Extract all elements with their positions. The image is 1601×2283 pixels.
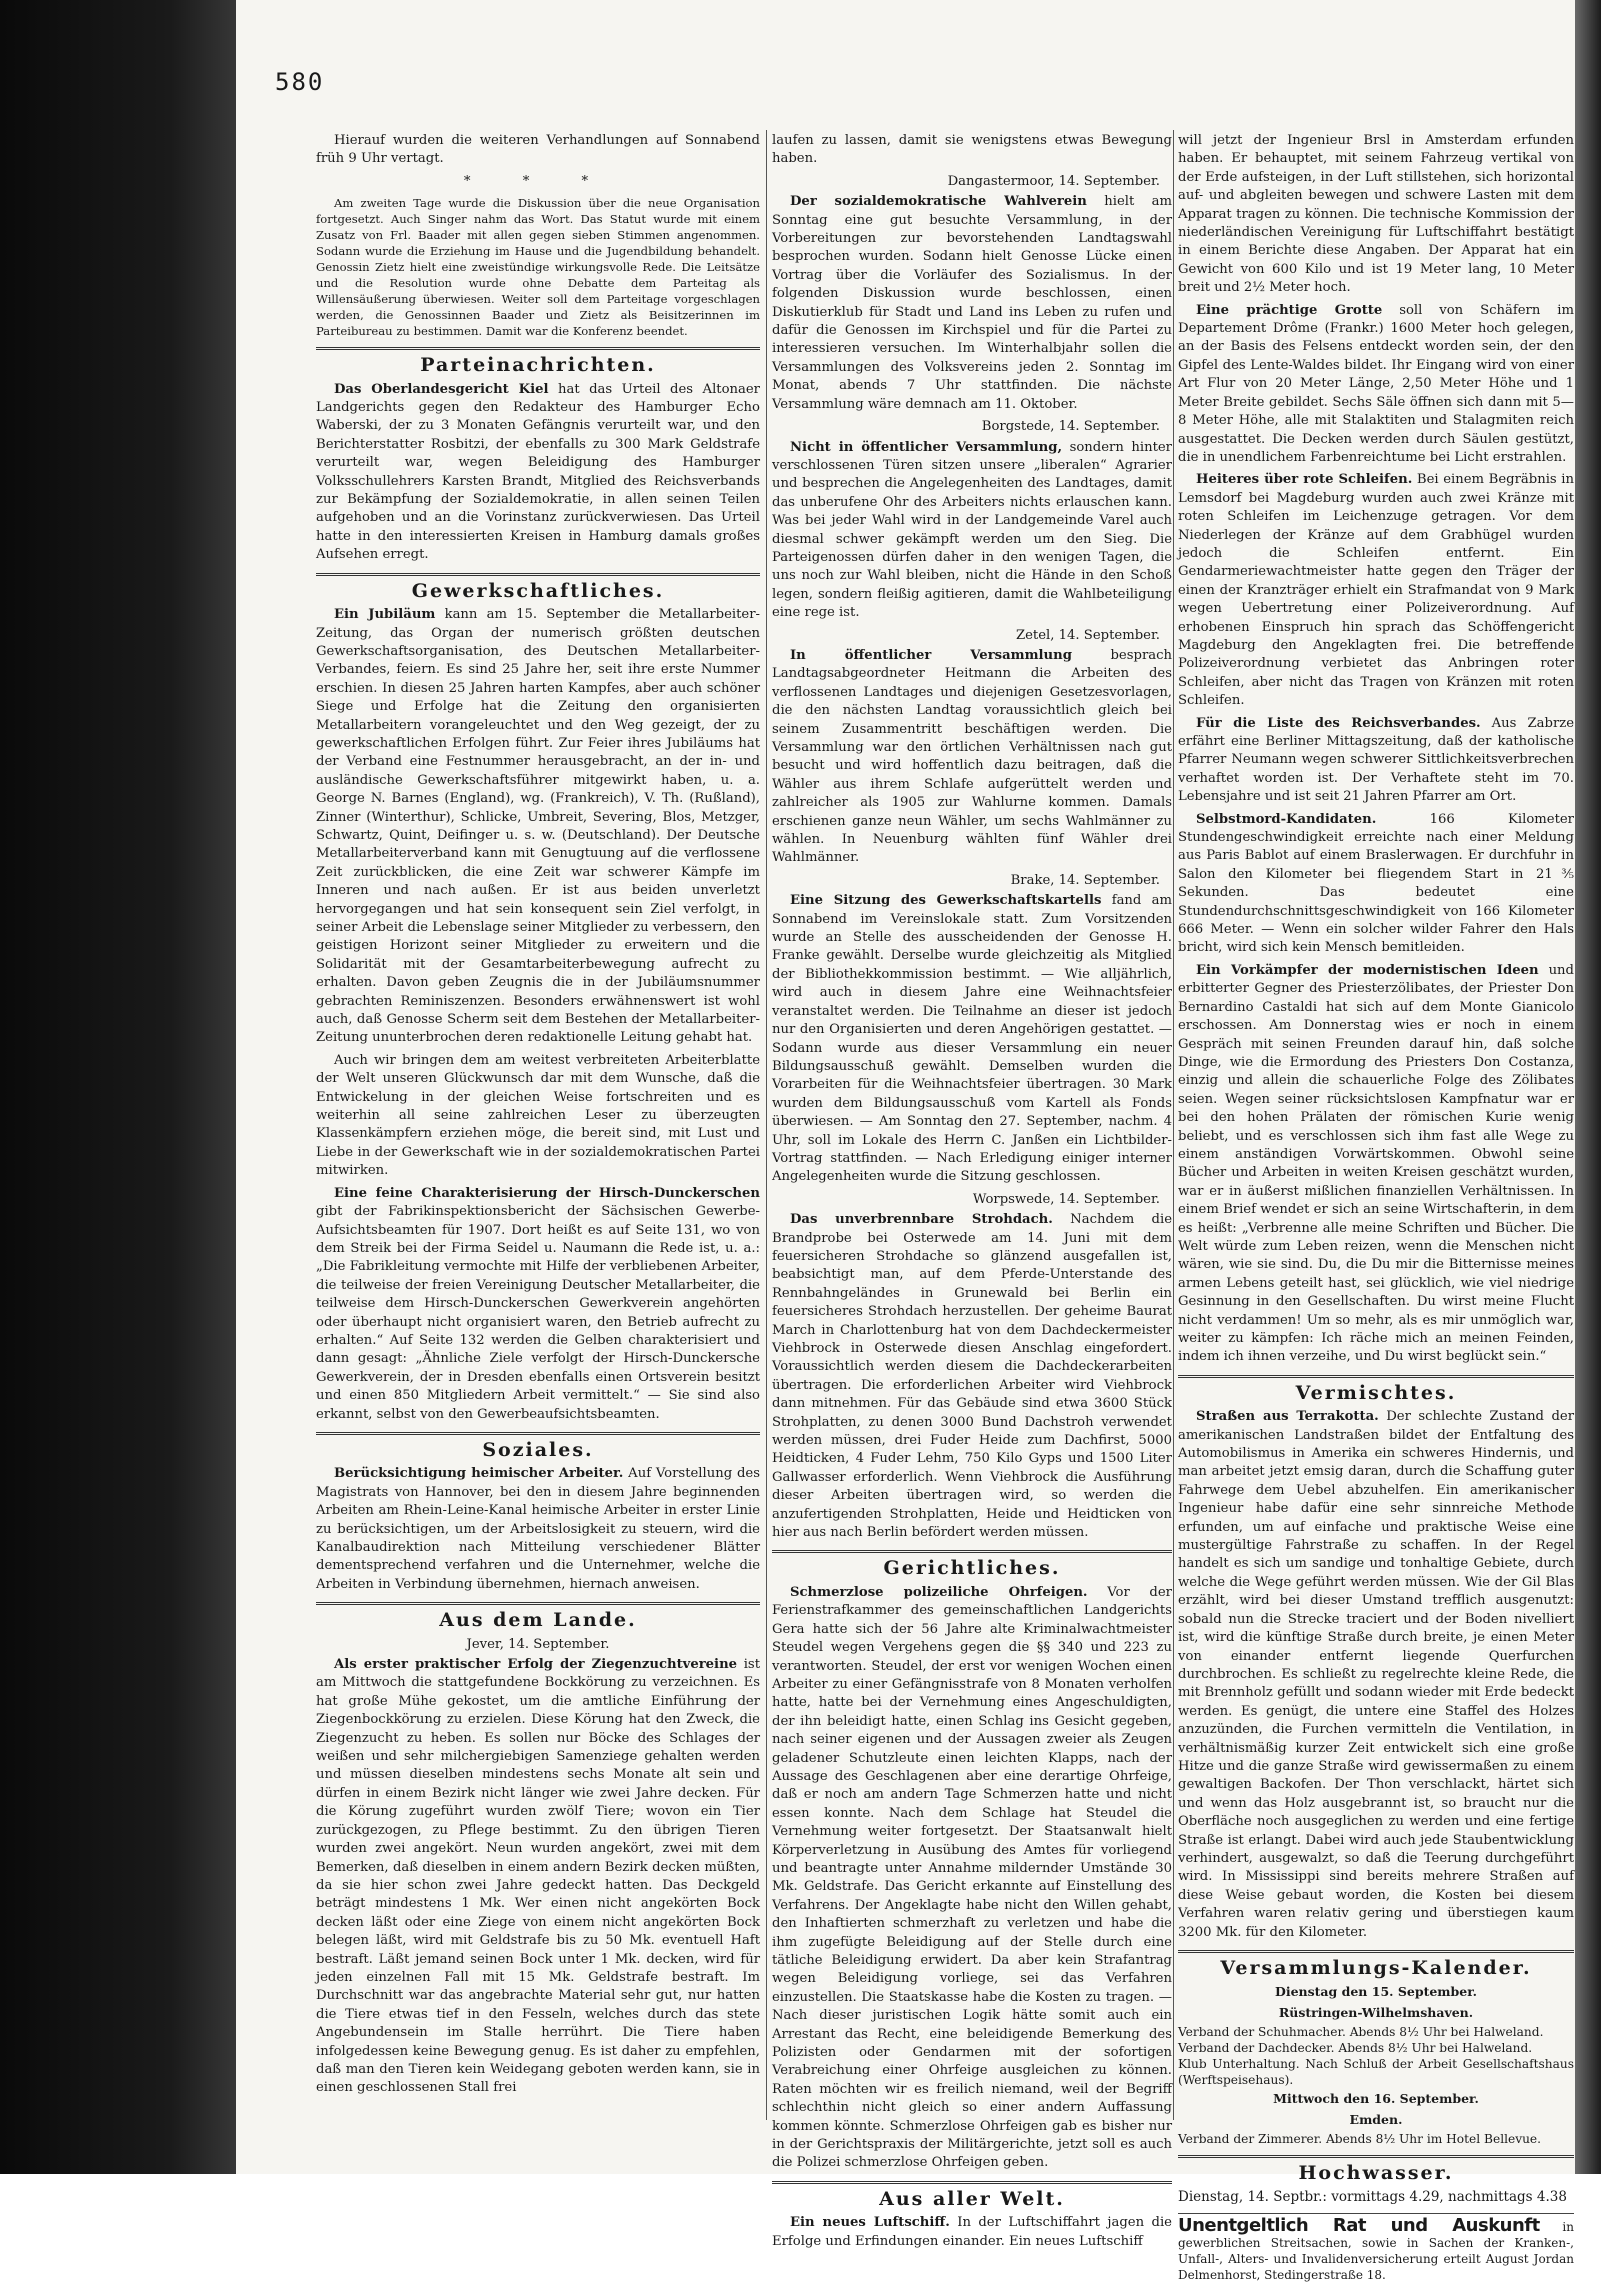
article-lead: Eine prächtige Grotte <box>1196 302 1383 318</box>
section-heading-world: Aus aller Welt. <box>879 2187 1065 2210</box>
section-heading-calendar: Versammlungs-Kalender. <box>1220 1957 1532 1979</box>
article-jubilee-cont: Auch wir bringen dem am weitest verbreiteten Arbeiterblatte der Welt unseren Glückwunsch dar mit dem Wunsche, daß die Entwickelung in der gleichen Weise fortschreiten und es weiterhin all seine zahlreichen Leser zu überzeugten Klassenkämpfern erziehen möge, die bereit sind, mit Lust und Liebe in der Gewerkschaft wie in der sozialdemokratischen Partei mitwirken. <box>316 1052 760 1179</box>
article-terrakotta <box>1178 1408 1574 1942</box>
ad-body: in gewerblichen Streitsachen, sowie in Sachen der Kranken-, Unfall-, Alters- und Invalidenversicherung erteilt August Jordan Delmenhorst, Stedingerstraße 18. <box>1178 2220 1574 2283</box>
article-body: Bei einem Begräbnis in Lemsdorf bei Magdeburg wurden auch zwei Kränze mit roten Schleifen im Leichenzuge getragen. Vor dem Niederlegen der Kränze auf dem Grabhügel wurden jedoch die Schleifen entfernt. Ein Gendarmeriewachtmeister hatte gegen den Träger der einen der Kranzträger erhielt ein Strafmandat von 9 Mark wegen Uebertretung einer Polizeiverordnung. Auf erhobenen Einspruch hin sprach das Schöffengericht Magdeburg den Angeklagten frei. Die betreffende Polizeiverordnung verbietet das Anbringen roter Schleifen, aber nicht das Tragen von Kränzen mit roten Schleifen. <box>1178 472 1574 709</box>
article-body: 166 Kilometer Stundengeschwindigkeit erreichte nach einer Meldung aus Paris Bablot auf einem Braslerwagen. Er durchfuhr in Salon den Kilometer bei fliegendem Start in 21⅗ Sekunden. Das bedeutet eine Stundendurchschnittsgeschwindigkeit von 166 Kilometer 666 Meter. — Wenn ein solcher wilder Fahrer den Hals bricht, wird sich kein Mensch bemitleiden. <box>1178 811 1574 956</box>
advertisement <box>1178 2215 1574 2283</box>
article-body: besprach Landtagsabgeordneter Heitmann die Arbeiten des verflossenen Landtages und diejenigen Gesetzesvorlagen, die den nächsten Landtag voraussichtlich gleich bei seinem Zusammentritt beschäftigen werden. Die Versammlung war den örtlichen Verhältnissen nach gut besucht und wird hoffentlich dazu beitragen, daß die Wähler aus ihrem Schlafe aufgerüttelt werden und zahlreicher als 1905 zur Wahlurne kommen. Damals erschienen ganze neun Wähler, um sechs Wahlmänner zu wählen. In Neuenburg wählten fünf Wähler drei Wahlmänner. <box>772 647 1172 866</box>
dateline: Worpswede, 14. September. <box>972 1191 1160 1207</box>
article-body: In der Luftschiffahrt jagen die Erfolge und Erfindungen einander. Ein neues Luftschiff <box>772 2215 1172 2249</box>
section-heading-land: Aus dem Lande. <box>439 1609 637 1632</box>
article-lead: Eine Sitzung des Gewerkschaftskartells <box>790 893 1102 909</box>
scan-border-left <box>0 0 244 2174</box>
article-hirsch <box>316 1185 760 1424</box>
article-body: kann am 15. September die Metallarbeiter-Zeitung, das Organ der numerisch größten deutschen Gewerkschaftsorganisation, des Deutschen Metallarbeiter-Verbandes, feiern. Es sind 25 Jahre her, seit ihre erste Nummer erschien. In diesen 25 Jahren harten Kampfes, aber auch schöner Siege und Erfolge hat die Zeitung den organisierten Metallarbeitern vorangeleuchtet und den Weg gezeigt, der zu gewerkschaftlichen Erfolgen führt. Zur Feier ihres Jubiläums hat der Verband eine Festnummer herausgebracht, an der in- und ausländische Gewerkschaftsführer mitgewirkt haben, u. a. George N. Barnes (England), wg. (Frankreich), V. Th. (Rußland), Zinner (Winterthur), Schlicke, Umbreit, Severing, Blos, Metzger, Schwartz, Quint, Deifinger u. s. w. (Deutschland). Der Deutsche Metallarbeiterverband kann mit Genugtuung auf die verflossene Zeit zurückblicken, die eine Zeit war schwerer Kämpfe im Inneren und nach außen. Er ist aus beiden unverletzt hervorgegangen und hat sein konsequent sein Ziel verfolgt, in seiner Arbeit die Lebenslage seiner Mitglieder zu verbessern, den geistigen Horizont seiner Mitglieder zu erweitern und die Solidarität mit der Gesamtarbeiterbewegung aufrecht zu erhalten. Davon geben Zeugnis die in der Jubiläumsnummer gebrachten Reminiszenzen. Besonders erwähnenswert ist wohl auch, daß Genosse Scherm seit dem Bestehen der Metallarbeiter-Zeitung ununterbrochen deren redaktionelle Leitung gehabt hat. <box>316 607 760 1046</box>
divider <box>316 1432 760 1435</box>
article-lead: Heiteres über rote Schleifen. <box>1196 472 1413 488</box>
article-lead: Als erster praktischer Erfolg der Ziegenzuchtvereine <box>334 1657 738 1673</box>
article-body: gibt der Fabrikinspektionsbericht der Sächsischen Gewerbe-Aufsichtsbeamten für 1907. Dort heißt es auf Seite 131, wo von dem Streik bei der Firma Seidel u. Naumann die Rede ist, u. a.: „Die Fabrikleitung vermochte mit Hilfe der verbliebenen Arbeiter, die teilweise der freien Vereinigung Deutscher Metallarbeiter, die teilweise dem Hirsch-Dunckerschen Gewerkverein angehörten oder überhaupt nicht organisiert waren, den Betrieb aufrecht zu erhalten.“ Auf Seite 132 werden die Gelben charakterisiert und dann gesagt: „Ähnliche Ziele verfolgt der Hirsch-Dunckersche Gewerkverein, der in Dresden ebenfalls einen Ortsverein besitzt und einen 850 Mitgliedern Arbeit vermittelt.“ — Sie sind also erkannt, selbst von den Gewerbeaufsichtsbeamten. <box>316 1204 760 1422</box>
tide-afternoon: nachmittags 4.38 <box>1448 2189 1567 2206</box>
article-wahlverein <box>772 193 1172 414</box>
continued-text: laufen zu lassen, damit sie wenigstens etwas Bewegung haben. <box>772 133 1172 167</box>
article-court <box>772 1584 1172 2173</box>
divider <box>316 1602 760 1605</box>
dateline: Borgstede, 14. September. <box>981 419 1160 435</box>
article-lead: Das Oberlandesgericht Kiel <box>334 381 549 397</box>
intro-paragraph: Hierauf wurden die weiteren Verhandlungen auf Sonnabend früh 9 Uhr vertagt. <box>316 133 760 167</box>
article-lead: Nicht in öffentlicher Versammlung, <box>790 439 1063 455</box>
article-body: hielt am Sonntag eine gut besuchte Versammlung, in der Vorbereitungen zur bevorstehenden Landtagswahl besprochen wurden. Sodann hielt Genosse Lücke einen Vortrag über die Vorläufer des Sozialismus. In der folgenden Diskussion wurde beschlossen, einen Diskutierklub für Stadt und Land ins Leben zu rufen und dafür die Genossen im Kirchspiel und für die Partei zu interessieren versuchen. Im Winterhalbjahr sollen die Versammlungen des Volksvereins jeden 2. Sonntag im Monat, abends 7 Uhr stattfinden. Die nächste Versammlung wäre demnach am 11. Oktober. <box>772 194 1172 412</box>
section-heading-court: Gerichtliches. <box>883 1557 1061 1580</box>
article-body: Aus Zabrze erfährt eine Berliner Mittagszeitung, daß der katholische Pfarrer Neumann wegen schwerer Sittlichkeitsverbrechen verhaftet worden ist. Der Verhaftete steht im 70. Lebensjahre und ist seit 21 Jahren Pfarrer am Ort. <box>1178 715 1574 805</box>
article-jubilee <box>316 606 760 1048</box>
dateline: Jever, 14. September. <box>466 1636 610 1652</box>
divider <box>1178 1950 1574 1953</box>
article-vorkaempfer <box>1178 962 1574 1367</box>
article-airship <box>772 2214 1172 2251</box>
article-body: und erbitterter Gegner des Priesterzölibates, der Priester Don Bernardino Castaldi hat sich auf dem Monte Gianicolo erschossen. Am Donnerstag wies er noch in einem Gespräch mit seinen Freunden darauf hin, daß solche Dinge, wie die Ermordung des Priesters Don Costanza, einzig und allein die schauerliche Folge des Zölibates seien. Wegen seiner rücksichtslosen Kampfnatur war er bei den hohen Prälaten der römischen Kurie wenig beliebt, und es verschlossen sich ihm fast alle Wege zu einem anständigen Vorwärtskommen. Obwohl seine Bücher und Arbeiten in weiten Kreisen geschätzt wurden, war er in äußerst mißlichen finanziellen Verhältnissen. In einem Brief wendet er sich an seine Wirtschafterin, in dem es heißt: „Verbrenne alle meine Schriften und Bücher. Die Welt würde zum Leben reizen, wenn die Menschen nicht wären, wie sie sind. Du, die Du mir die Bitternisse meines armen Lebens geteilt hast, sei glücklich, wie viel niedrige Gesinnung in den Gesellschaften. Du wirst meine Flucht nicht verdammen! Um so mehr, als es mir unmöglich war, weiter zu kämpfen: Ich räche mich an meinen Feinden, indem ich ihnen verzeihe, und Du wirst beglückt sein.“ <box>1178 962 1574 1365</box>
calendar-entry: Klub Unterhaltung. Nach Schluß der Arbeit Gesellschaftshaus (Werftspeisehaus). <box>1178 2057 1574 2088</box>
article-lead: Der sozialdemokratische Wahlverein <box>790 194 1087 210</box>
tide-times <box>1178 2188 1574 2207</box>
calendar-entry: Verband der Zimmerer. Abends 8½ Uhr im Hotel Bellevue. <box>1178 2132 1542 2147</box>
ad-title: Unentgeltlich Rat und Auskunft <box>1178 2215 1540 2237</box>
column-right <box>1178 132 1575 2283</box>
dateline: Brake, 14. September. <box>1010 872 1160 888</box>
article-lead: Ein Jubiläum <box>334 607 436 623</box>
article-body: sondern hinter verschlossenen Türen sitzen unsere „liberalen“ Agrarier und besprechen die Angelegenheiten des Landtages, damit das unberufene Ohr des Arbeiters nichts erlauschen kann. Was bei jeder Wahl wird in der Landgemeinde Varel auch diesmal schwer gekämpft werden um den Sieg. Die Parteigenossen dürfen daher in den wenigen Tagen, die uns noch zur Wahl bleiben, nicht die Hände in den Schoß legen, sondern fleißig agitieren, damit die Wahlbeteiligung eine rege ist. <box>772 439 1172 621</box>
scan-border-right <box>1575 0 1601 2174</box>
article-body: Vor der Ferienstrafkammer des gemeinschaftlichen Landgerichts Gera hatte sich der 56 Jahre alte Kriminalwachtmeister Steudel wegen Vergehens gegen die §§ 340 und 223 zu verantworten. Steudel, der erst vor wenigen Wochen einen Arbeiter zu einer Gefängnisstrafe von 8 Monaten verholfen hatte, hatte bei der Vernehmung eines Angeschuldigten, der ihn beleidigt hatte, einen Schlag ins Gesicht gegeben, nach seiner eigenen und der Aussagen zweier als Zeugen geladener Schutzleute einen leichten Klapps, nach der Aussage des Geschlagenen aber eine derartige Ohrfeige, daß er noch am andern Tage Schmerzen hatte und nicht essen konnte. Nach dem Schlage hat Steudel die Vernehmung weiter fortgesetzt. Der Staatsanwalt hielt Körperverletzung in Ausübung des Amtes für vorliegend und beantragte unter Annahme mildernder Umstände 30 Mk. Geldstrafe. Das Gericht erkannte auf Einstellung des Verfahrens. Der Angeklagte habe nicht den Willen gehabt, den Inhaftierten schmerzhaft zu verletzen und habe die ihm zugefügte Beleidigung auf der Stelle durch eine tätliche Beleidigung erwidert. Da aber kein Strafantrag wegen Beleidigung vorliege, sei das Verfahren einzustellen. Die Staatskasse habe die Kosten zu tragen. — Nach dieser juristischen Logik hätte somit auch ein Arrestant das Recht, eine beleidigende Bemerkung des Polizisten oder Gendarmen mit der sofortigen Verabreichung einer Ohrfeige ausgleichen zu können. Raten möchten wir es freilich niemand, weil der Begriff schlechthin nicht gleich so einer andern Auffassung kommen könnte. Schmerzlose Ohrfeigen gab es bisher nur in der Gerichtspraxis der Militärgerichte, jetzt soll es auch die Polizei schmerzlose Ohrfeigen geben. <box>772 1584 1172 2171</box>
calendar-entry: Verband der Schuhmacher. Abends 8½ Uhr bei Halweland. <box>1178 2025 1544 2040</box>
article-body: fand am Sonnabend im Vereinslokale statt. Zum Vorsitzenden wurde an Stelle des ausscheidenden der Genosse H. Franke gewählt. Derselbe wurde gleichzeitig als Mitglied der Bibliothekkommission bestimmt. — Wie alljährlich, wird auch in diesem Jahre eine Weihnachtsfeier veranstaltet werden. Die Teilnahme an dieser ist jedoch nur den Organisierten und deren Angehörigen gestattet. — Sodann wurde aus dieser Versammlung ein neuer Bildungsausschuß gewählt. Demselben wurden die Vorarbeiten für die Weihnachtsfeier übertragen. 30 Mark wurden dem Bildungsausschuß vom Kartell als Fonds überwiesen. — Am Sonntag den 27. September, nachm. 4 Uhr, soll im Lokale des Herrn C. Janßen ein Lichtbilder-Vortrag stattfinden. — Nach Erledigung einiger interner Angelegenheiten wurde die Sitzung geschlossen. <box>772 893 1172 1185</box>
article-body: soll von Schäfern im Departement Drôme (Frankr.) 1600 Meter hoch gelegen, an der Basis des Felsens entdeckt worden sein, der den Gipfel des Lente-Waldes bildet. Ihr Eingang wird von einer Art Flur von 20 Meter Länge, 2,50 Meter Höhe und 1 Meter Breite gebildet. Sechs Säle öffnen sich dann mit 5—8 Meter Höhe, alle mit Stalaktiten und Stalagmiten reich ausgestattet. Die Decken werden durch Säulen gestützt, die in unendlichem Farbenreichtume bei Licht erstrahlen. <box>1178 302 1574 465</box>
section-heading-flood: Hochwasser. <box>1298 2162 1454 2185</box>
article-social <box>316 1465 760 1594</box>
column-left <box>316 132 760 2134</box>
column-middle <box>772 132 1173 2249</box>
conference-summary: Am zweiten Tage wurde die Diskussion über die neue Organisation fortgesetzt. Auch Singer nahm das Wort. Das Statut wurde mit einem Zusatz von Frl. Baader mit allen gegen sieben Stimmen angenommen. Sodann wurde die Erziehung im Hause und die Jugendbildung behandelt. Genossin Zietz hielt eine zweistündige wirkungsvolle Rede. Die Leitsätze und die Resolution wurde ohne Debatte dem Parteitag als Willensäußerung überwiesen. Weiter soll dem Parteitage vorgeschlagen werden, die Genossinnen Baader und Zietz als Beisitzerinnen im Parteibureau zu bestimmen. Damit war die Konferenz beendet. <box>316 196 760 339</box>
divider <box>316 347 760 350</box>
section-heading-misc: Vermischtes. <box>1295 1381 1457 1404</box>
article-lead: Berücksichtigung heimischer Arbeiter. <box>334 1466 624 1482</box>
calendar-place: Emden. <box>1349 2111 1403 2127</box>
section-heading-union: Gewerkschaftliches. <box>411 579 665 602</box>
article-body: ist am Mittwoch die stattgefundene Bockkörung zu verzeichnen. Es hat große Mühe gekostet, um die amtliche Einführung der Ziegenbockkörung zu erzielen. Diese Körung hat den Zweck, die Ziegenzucht zu heben. Es sollen nur Böcke des Schlages der weißen und sehr milchergiebigen Samenziege gehalten werden und müssen dieselben mindestens sechs Monate alt sein und dürfen in einem Bezirk nicht länger wie zwei Jahre decken. Für die Körung zugeführt wurden zwölf Tiere; wovon ein Tier zurückgezogen, zu Pflege bestimmt. Zu den übrigen Tieren wurden zwei angekört. Neun wurden angekört, zwei mit dem Bemerken, daß dieselben in einem andern Bezirk decken müßten, da sie hier schon zwei Jahre gedeckt hatten. Das Deckgeld beträgt mindestens 1 Mk. Wer einen nicht angekörten Bock decken läßt oder eine Ziege von einem nicht angekörten Bock belegen läßt, wird mit Geldstrafe bis zu 50 Mk. eventuell Haft bestraft. Läßt jemand seinen Bock unter 1 Mk. decken, wird für jeden einzelnen Fall mit 15 Mk. Geldstrafe bestraft. Im Durchschnitt war das angebrachte Material sehr gut, nur hatten die Tiere etwas tief in den Fesseln, welches durch das stete Angebundensein im Stalle herrührt. Die Tiere haben infolgedessen keine Bewegung genug. Es ist daher zu empfehlen, daß man den Tieren kein Weidegang geboten werden kann, sie in einen geschlossenen Stall frei <box>316 1657 761 2096</box>
tide-day: Dienstag, 14. Septbr.: <box>1178 2189 1327 2206</box>
article-borgstede <box>772 439 1172 623</box>
article-lead: Für die Liste des Reichsverbandes. <box>1196 715 1481 731</box>
article-lead: Ein neues Luftschiff. <box>790 2215 950 2231</box>
tide-morning: vormittags 4.29, <box>1331 2189 1444 2206</box>
article-lead: Eine feine Charakterisierung der Hirsch-Dunckerschen <box>334 1185 760 1201</box>
divider <box>1178 2213 1574 2214</box>
separator: * * * <box>463 173 613 189</box>
article-worpswede <box>772 1211 1172 1542</box>
article-lead: Straßen aus Terrakotta. <box>1196 1409 1379 1425</box>
calendar-place: Rüstringen-Wilhelmshaven. <box>1278 2004 1474 2020</box>
page-number: 580 <box>275 68 325 96</box>
divider <box>772 1550 1172 1553</box>
article-body: Auf Vorstellung des Magistrats von Hannover, bei den in diesem Jahre beginnenden Arbeiten am Rhein-Leine-Kanal heimische Arbeiter in erster Linie zu berücksichtigen, um der Arbeitslosigkeit zu steuern, wird die Kanalbaudirektion nach Mitteilung verschiedener Blätter dementsprechend verfahren und die Unternehmer, welche die Arbeiten in Verbindung übernehmen, hiernach anweisen. <box>316 1466 760 1592</box>
article-lead: Das unverbrennbare Strohdach. <box>790 1212 1053 1228</box>
article-lead: Schmerzlose polizeiliche Ohrfeigen. <box>790 1584 1088 1600</box>
article-goat <box>316 1656 760 2098</box>
article-body: Der schlechte Zustand der amerikanischen Landstraßen bildet der Entfaltung des Automobilismus in Amerika ein schweres Hindernis, und man arbeitet jetzt emsig daran, durch die Schaffung guter Fahrwege dem Uebel abzuhelfen. Ein amerikanischer Ingenieur habe dafür eine sehr sinnreiche Methode erfunden, um auf einfache und praktische Weise eine mustergültige Fahrstraße zu schaffen. In der Regel handelt es sich um sandige und tonhaltige Gebiete, durch welche die Wege geführt werden müssen. Wie der Gil Blas erzählt, wird bei dieser Umstand trefflich ausgenutzt: sobald nun die Strecke traciert und der Boden nivelliert ist, wird die künftige Straße durch breite, je einen Meter von einander entfernt liegende Querfurchen durchbrochen. Es schließt zu regelrechte kleine Rede, die mit Brennholz gefüllt und sodann wieder mit Erde bedeckt werden. Es genügt, die untere eine Staffel des Holzes anzuzünden, die Furchen vermitteln die Ventilation, in verhältnismäßig kurzer Zeit entwickelt sich eine große Hitze und die ganze Straße wird gewissermaßen zu einem gewaltigen Backofen. Der Thon verschlackt, härtet sich und wenn das Holz ausgebrannt ist, so braucht nur die Oberfläche noch ausgeglichen zu werden und eine fertige Straße ist erlangt. Dabei wird auch jede Staubentwicklung verhindert, ausgewalzt, so daß die Teerung durchgeführt wird. In Mississippi sind bereits mehrere Straßen auf diese Weise gebaut worden, die Kosten bei diesem Verfahren waren relativ gering und überstiegen kaum 3200 Mk. für den Kilometer. <box>1178 1409 1575 1940</box>
divider <box>1178 1375 1574 1378</box>
dateline: Dangastermoor, 14. September. <box>947 173 1160 189</box>
article-zetel <box>772 647 1172 868</box>
article-grotte <box>1178 302 1574 468</box>
calendar-date: Dienstag den 15. September. <box>1274 1984 1478 2000</box>
column-rule <box>1173 130 1174 2120</box>
article-lead: In öffentlicher Versammlung <box>790 647 1072 663</box>
article-party <box>316 381 760 565</box>
column-rule <box>766 130 767 2120</box>
continued-text: will jetzt der Ingenieur Brsl in Amsterdam erfunden haben. Er behauptet, mit seinem Fahrzeug vertikal von der Erde aufsteigen, in der Luft stillstehen, sich horizontal auf- und abgleiten bewegen und schwere Lasten mit dem Apparat tragen zu können. Die technische Kommission der niederländischen Vereinigung für Luftschiffahrt bestätigt in einem Berichte diese Angaben. Der Apparat hat ein Gewicht von 600 Kilo und ist 19 Meter lang, 10 Meter breit und 2½ Meter hoch. <box>1178 133 1574 296</box>
section-heading-party: Parteinachrichten. <box>420 354 656 377</box>
article-lead: Ein Vorkämpfer der modernistischen Ideen <box>1196 962 1539 978</box>
article-selbstmord <box>1178 811 1574 958</box>
dateline: Zetel, 14. September. <box>1015 627 1160 643</box>
article-lead: Selbstmord-Kandidaten. <box>1196 811 1377 827</box>
article-liste <box>1178 715 1574 807</box>
divider <box>316 573 760 576</box>
article-brake <box>772 892 1172 1187</box>
divider <box>772 2181 1172 2184</box>
section-heading-social: Soziales. <box>482 1438 594 1461</box>
calendar-date: Mittwoch den 16. September. <box>1273 2091 1479 2107</box>
calendar-entry: Verband der Dachdecker. Abends 8½ Uhr bei Halweland. <box>1178 2041 1533 2056</box>
divider <box>1178 2155 1574 2158</box>
article-schleifen <box>1178 471 1574 710</box>
article-body: hat das Urteil des Altonaer Landgerichts gegen den Redakteur des Hamburger Echo Waberski, der zu 3 Monaten Gefängnis verurteilt war, und den Berichterstatter Rosbitzi, der ebenfalls zu 300 Mark Geldstrafe verurteilt war, wegen Beleidigung des Hamburger Volksschullehrers Karsten Brandt, Mitglied des Reichsverbands zur Bekämpfung der Sozialdemokratie, in allen seinen Teilen aufgehoben und an die Vorinstanz zurückverwiesen. Das Urteil hatte in den interessierten Kreisen in Hamburg damals großes Aufsehen erregt. <box>316 381 760 563</box>
article-body: Nachdem die Brandprobe bei Osterwede am 14. Juni mit dem feuersicheren Strohdache so glänzend ausgefallen ist, beabsichtigt man, auf dem Pferde-Unterstande des Rennbahngeländes in Grunewald bei Berlin ein feuersicheres Strohdach herzustellen. Der geheime Baurat March in Charlottenburg hat von dem Dachdeckermeister Viehbrock in Osterwede diesen Anschlag eingefordert. Voraussichtlich werden diesem die Dachdeckerarbeiten übertragen. Die erforderlichen Arbeiter wird Viehbrock dann mitnehmen. Für das Gebäude sind etwa 3600 Stück Strohplatten, zu denen 3000 Bund Dachstroh verwendet werden müssen, drei Fuder Heide zum Dachfirst, 5000 Heidticken, 4 Fuder Lehm, 750 Kilo Gyps und 1500 Liter Gallwasser erforderlich. Wenn Viehbrock die Ausführung dieser Arbeiten übertragen wird, so werden die anzufertigenden Strohplatten, Heide und Heidticken von hier aus nach Berlin befördert werden müssen. <box>772 1212 1173 1541</box>
